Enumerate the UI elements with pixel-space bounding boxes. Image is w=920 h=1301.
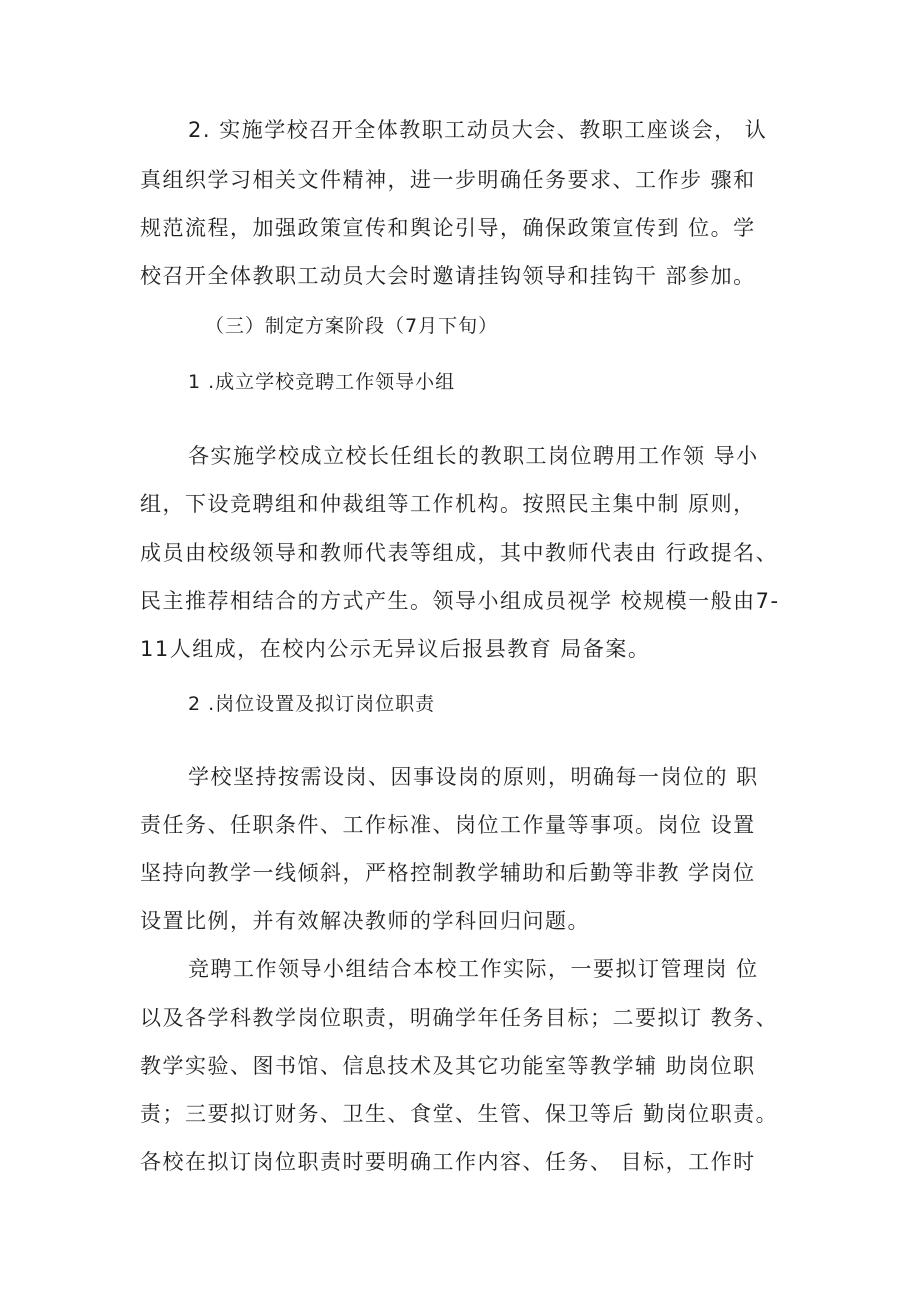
para2-line-3: 成员由校级领导和教师代表等组成，其中教师代表由 行政提名、	[140, 541, 779, 565]
para3-line-1: 学校坚持按需设岗、因事设岗的原则，明确每一岗位的 职	[188, 765, 759, 789]
para1-line-3: 规范流程，加强政策宣传和舆论引导，确保政策宣传到 位。学	[140, 216, 756, 240]
para4-line-4: 责；三要拟订财务、卫生、食堂、生管、保卫等后 勤岗位职责。	[140, 1102, 779, 1126]
para2-line-2: 组，下设竞聘组和仲裁组等工作机构。按照民主集中制 原则，	[140, 492, 756, 516]
para4-line-1: 竞聘工作领导小组结合本校工作实际，一要拟订管理岗 位	[188, 957, 759, 981]
para2-line-1: 各实施学校成立校长任组长的教职工岗位聘用工作领 导小	[188, 444, 759, 468]
para3-line-3: 坚持向教学一线倾斜，严格控制教学辅助和后勤等非教 学岗位	[140, 861, 756, 885]
para4-line-2: 以及各学科教学岗位职责，明确学年任务目标；二要拟订 教务、	[140, 1006, 779, 1030]
para1-line-4: 校召开全体教职工动员大会时邀请挂钩领导和挂钩干 部参加。	[140, 264, 756, 288]
para2-line-4: 民主推荐相结合的方式产生。领导小组成员视学 校规模一般由7-	[140, 589, 780, 613]
para3-line-4: 设置比例，并有效解决教师的学科回归问题。	[140, 909, 590, 933]
para2-line-5: 11人组成，在校内公示无异议后报县教育 局备案。	[140, 637, 651, 661]
item2-heading: 2 .岗位设置及拟订岗位职责	[188, 693, 436, 715]
para4-line-5: 各校在拟订岗位职责时要明确工作内容、任务、 目标，工作时	[140, 1150, 756, 1174]
para1-line-1: 2. 实施学校召开全体教职工动员大会、教职工座谈会， 认	[188, 118, 768, 142]
para1-line-2: 真组织学习相关文件精神，进一步明确任务要求、工作步 骤和	[140, 168, 756, 192]
section-heading: （三）制定方案阶段（7月下旬）	[205, 315, 499, 337]
para3-line-2: 责任务、任职条件、工作标准、岗位工作量等事项。岗位 设置	[140, 813, 756, 837]
item1-heading: 1 .成立学校竞聘工作领导小组	[188, 371, 456, 393]
para4-line-3: 教学实验、图书馆、信息技术及其它功能室等教学辅 助岗位职	[140, 1054, 756, 1078]
